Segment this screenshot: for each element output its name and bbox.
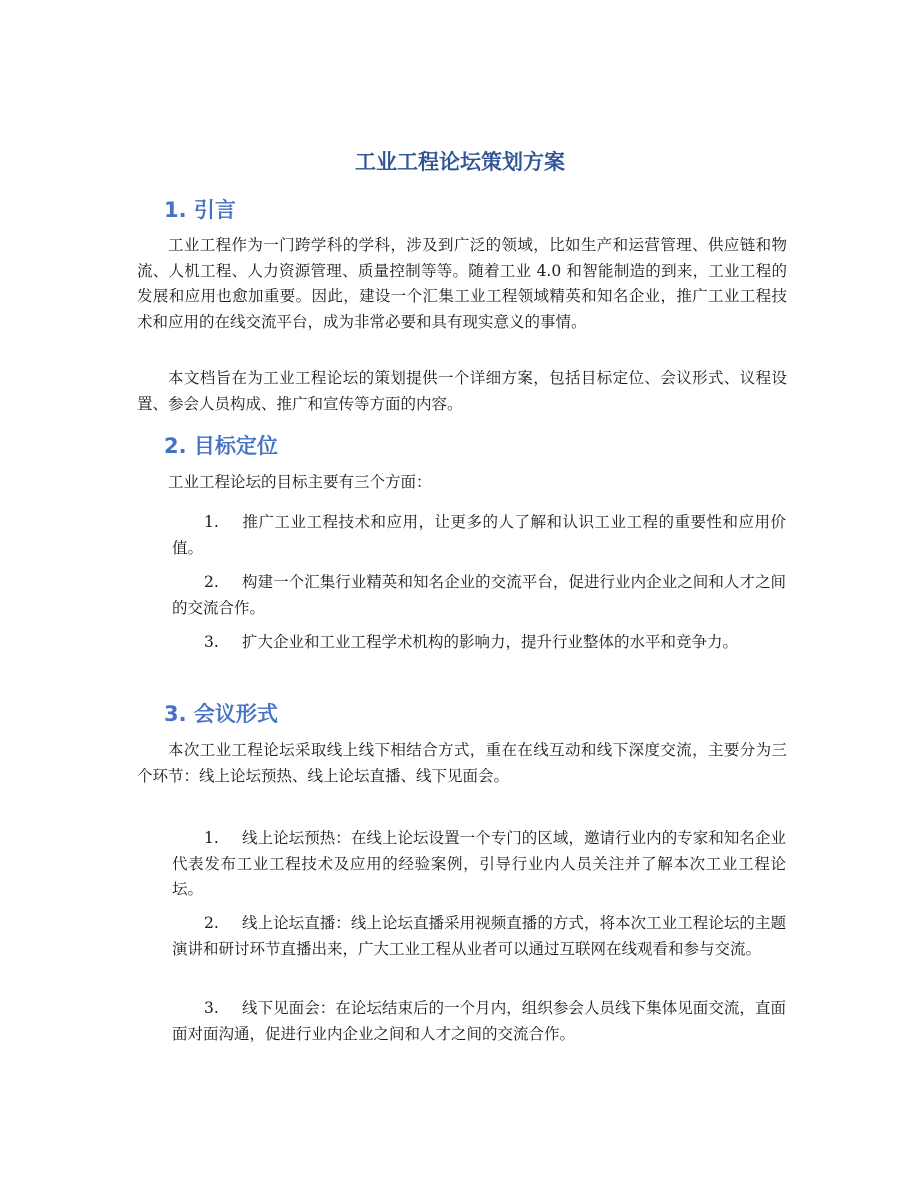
section-heading-format: 3. 会议形式 xyxy=(164,702,278,726)
document-title: 工业工程论坛策划方案 xyxy=(355,150,565,174)
list-item-text: 线下见面会：在论坛结束后的一个月内，组织参会人员线下集体见面交流，直面面对面沟通，促进行业内企业之间和人才之间的交流合作。 xyxy=(172,999,786,1043)
list-item-number: 3. xyxy=(204,999,219,1017)
paragraph-goals-intro: 工业工程论坛的目标主要有三个方面： xyxy=(168,473,432,491)
list-item xyxy=(172,570,786,621)
list-item xyxy=(172,510,786,561)
section-heading-introduction: 1. 引言 xyxy=(164,198,236,222)
list-item-number: 2. xyxy=(204,573,219,591)
list-item-text: 扩大企业和工业工程学术机构的影响力，提升行业整体的水平和竞争力。 xyxy=(242,633,739,651)
paragraph-format-intro: 本次工业工程论坛采取线上线下相结合方式，重在在线互动和线下深度交流，主要分为三个环节：线上论坛预热、线上论坛直播、线下见面会。 xyxy=(137,741,787,785)
list-item-number: 1. xyxy=(204,513,219,531)
list-item-text: 线上论坛预热：在线上论坛设置一个专门的区域，邀请行业内的专家和知名企业代表发布工业工程技术及应用的经验案例，引导行业内人员关注并了解本次工业工程论坛。 xyxy=(172,829,786,898)
list-item xyxy=(172,996,786,1047)
section-heading-goals: 2. 目标定位 xyxy=(164,434,278,458)
list-item-number: 1. xyxy=(204,829,219,847)
list-item-number: 3. xyxy=(204,633,219,651)
paragraph-intro-1: 工业工程作为一门跨学科的学科，涉及到广泛的领域，比如生产和运营管理、供应链和物流、人机工程、人力资源管理、质量控制等等。随着工业 4.0 和智能制造的到来，工业工程的发展和应用也愈加重要。因此，建设一个汇集工业工程领域精英和知名企业，推广工业工程技术和应用的在线交流平台，成为非常必要和具有现实意义的事情。 xyxy=(137,236,787,331)
list-item-text: 推广工业工程技术和应用，让更多的人了解和认识工业工程的重要性和应用价值。 xyxy=(172,513,786,557)
list-item xyxy=(172,911,786,962)
list-item xyxy=(172,630,786,656)
list-item-text: 线上论坛直播：线上论坛直播采用视频直播的方式，将本次工业工程论坛的主题演讲和研讨环节直播出来，广大工业工程从业者可以通过互联网在线观看和参与交流。 xyxy=(172,914,786,958)
paragraph-intro-2: 本文档旨在为工业工程论坛的策划提供一个详细方案，包括目标定位、会议形式、议程设置、参会人员构成、推广和宣传等方面的内容。 xyxy=(137,369,787,413)
list-item-text: 构建一个汇集行业精英和知名企业的交流平台，促进行业内企业之间和人才之间的交流合作。 xyxy=(172,573,786,617)
list-item xyxy=(172,826,786,903)
list-item-number: 2. xyxy=(204,914,219,932)
